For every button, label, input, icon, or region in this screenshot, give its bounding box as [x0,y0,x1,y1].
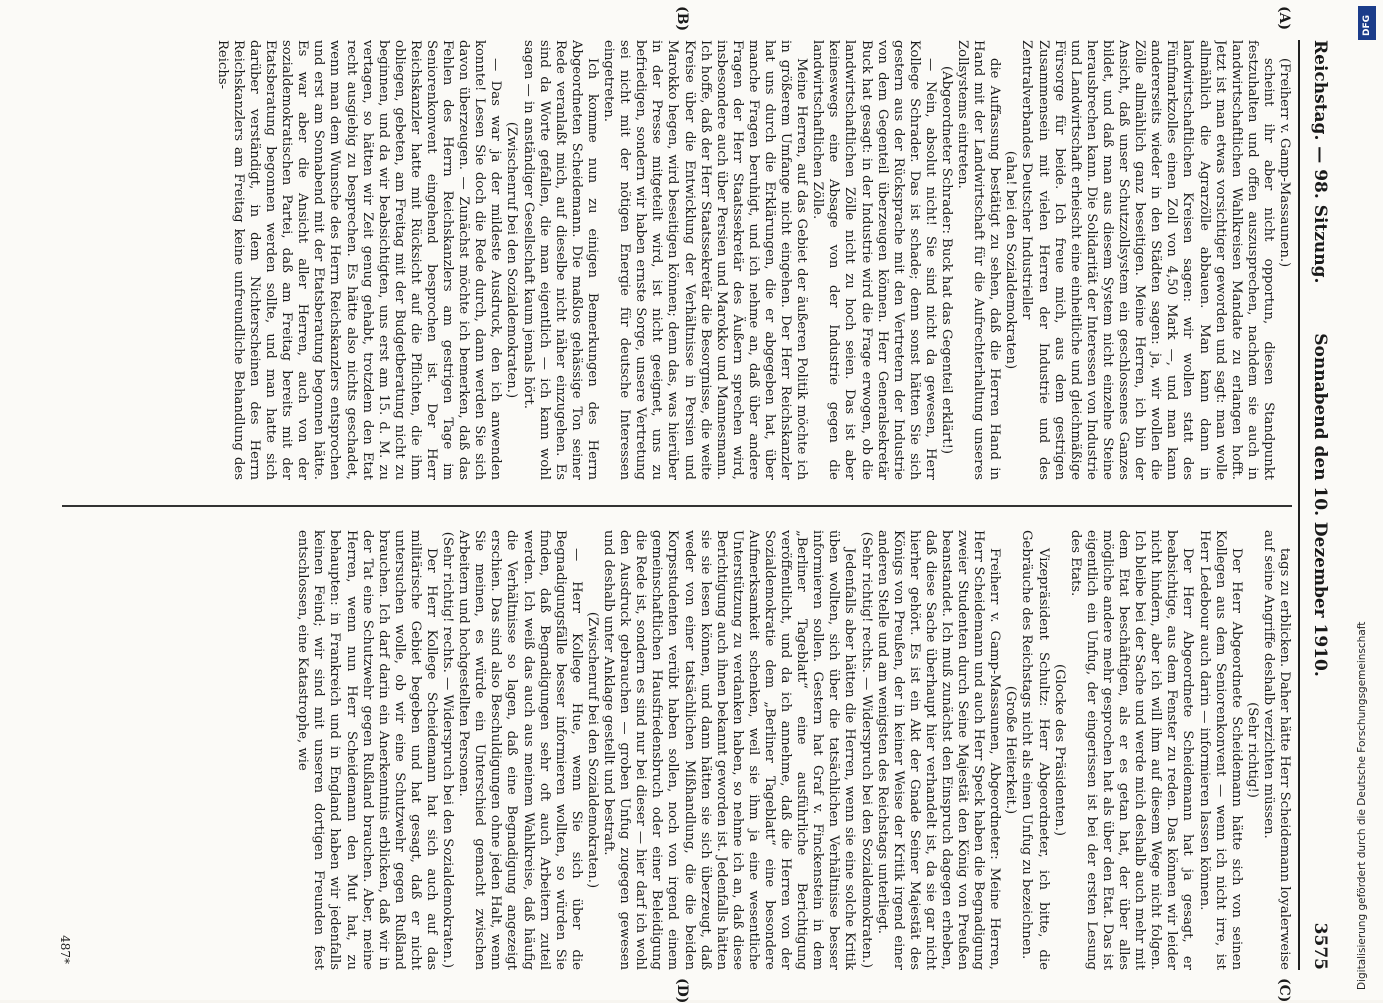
paragraph: Freiherr v. Gamp-Massaunen, Abgeordneter: Meine Herren, Herr Scheidemann und auch Herr Speck haben die Begnadigung zweier Studenten durch Seine Majestät den König von Preußen beanstandet. Ich muß zunächst den Einspruch dagegen erheben, daß diese Sache überhaupt hier verhandelt ist, da sie gar nicht hierher gehört. Es ist ein Akt der Gnade Seiner Majestät des Königs von Preußen, der in keiner Weise der Kritik irgend einer anderen Stelle und am wenigsten des Reichstags unterliegt. [874,530,1003,970]
paragraph: Der Herr Kollege Scheidemann hat sich auch auf das militärische Gebiet begeben und hat gesagt, daß er nicht untersuchen wolle, ob wir eine Schutzwehr gegen Rußland brauchen. Ich darf darin ein Anerkenntnis erblicken, daß wir in der Tat eine Schutzwehr gegen Rußland brauchen. Aber, meine Herren, wenn nun Herr Scheidemann den Mut hat, zu behaupten: in Frankreich und in England haben wir jedenfalls keinen Feind; wir sind mit unseren dortigen Freunden fest entschlossen, eine Katastrophe, wie [295,530,440,970]
margin-marker-a: (A) [1276,6,1292,31]
interjection: (Große Heiterkeit.) [1003,685,1019,815]
column-left [62,40,1292,480]
interjection: (Zwischenruf bei den Sozialdemokraten.) [504,121,520,399]
paragraph: Der Herr Abgeordnete Scheidemann hat ja gesagt, er beabsichtige, aus dem Fenster zu reden. Das können wir leider nicht hindern, aber ich will ihm auf diesem Wege nicht folgen. Ich bleibe bei der Sache und werde mich deshalb auch mehr mit dem Etat beschäftigen, als er es getan hat, der über alles mögliche andere mehr gesprochen hat als über den Etat. Das ist eigentlich ein Unfug, der eingerissen ist bei der ersten Lesung des Etats. [1067,530,1196,970]
column-right [62,530,1292,970]
margin-marker-b: (B) [674,6,690,32]
margin-marker-d: (D) [674,978,690,1003]
paragraph: Jedenfalls aber hätten die Herren, wenn sie eine solche Kritik üben wollten, sich über die tatsächlichen Verhältnisse besser informieren sollen. Gestern hat Graf v. Finckenstein in dem „Berliner Tageblatt“ eine ausführliche Berichtigung veröffentlicht, und da ich annehme, daß die Herren von der Sozialdemokratie dem „Berliner Tageblatt“ eine besondere Aufmerksamkeit schenken, weil sie ihm ja eine wesentliche Unterstützung zu verdanken haben, so nehme ich an, daß diese Berichtigung auch ihnen bekannt geworden ist. Jedenfalls hätten sie sie lesen können, und dann hätten sie sich überzeugt, daß weder von einer tatsächlichen Mißhandlung, die die beiden Korpsstudenten verübt haben sollen, noch von irgend einem gemeinschaftlichen Hausfriedensbruch oder einer Beleidigung die Rede ist, sondern es sind nur bei dieser — hier darf ich wohl den Ausdruck gebrauchen — groben Unfug zugegen gewesen und deshalb unter Anklage gestellt und bestraft. [601,530,858,970]
paragraph: — Das war ja der mildeste Ausdruck, den ich anwenden konnte! Lesen Sie doch die Rede durch, dann werden Sie sich davon überzeugen. — Zunächst möchte ich bemerken, daß das Fehlen des Herrn Reichskanzlers am gestrigen Tage im Seniorenkonvent eingehend besprochen ist. Der Herr Reichskanzler hatte mit Rücksicht auf die Pflichten, die ihm obliegen, gebeten, am Freitag mit der Budgetberatung nicht zu beginnen, und da wir beabsichtigten, uns erst am 15. d. M. zu vertagen, so hätten wir Zeit genug gehabt, trotzdem den Etat recht ausgiebig zu besprechen. Es hätte also nichts geschadet, wenn man dem Wunsche des Herrn Reichskanzlers entsprochen und erst am Sonnabend mit der Etatsberatung begonnen hätte. Es war aber die Ansicht aller Herren, auch von der sozialdemokratischen Partei, daß am Freitag bereits mit der Etatsberatung begonnen werden sollte, und man hatte sich darüber verständigt, in dem Nichterscheinen des Herrn Reichskanzlers am Freitag keine unfreundliche Behandlung des Reichs- [214,40,504,480]
paragraph: Der Herr Abgeordnete Scheidemann hätte sich von seinen Kollegen aus dem Seniorenkonvent — wenn ich nicht irre, ist Herr Ledebour auch darin — informieren lassen können. [1196,530,1244,970]
interjection: (Sehr richtig! rechts. — Widerspruch bei den Sozialdemokraten.) [440,531,456,969]
dfg-logo: DFG [1358,6,1376,40]
interjection: (aha! bei den Sozialdemokraten) [1003,150,1019,370]
signature-mark: 487* [58,935,72,964]
interjection: (Sehr richtig! rechts. — Widerspruch bei den Sozialdemokraten.) [858,531,874,969]
rotated-page [58,6,1340,1003]
interjection: (Abgeordneter Schrader: Buck hat das Gegenteil erklärt!) [939,65,955,455]
interjection: (Glocke des Präsidenten.) [1051,663,1067,837]
digitization-credit: Digitalisierung gefördert durch die Deutsche Forschungsgemeinschaft [1356,621,1368,990]
header-date: Sonnabend den 10. Dezember 1910. [1310,333,1330,677]
paragraph: scheint ihr aber nicht opportun, diesen Standpunkt festzuhalten und offen auszusprechen, nachdem sie auch in landwirtschaftlichen Wahlkreisen Mandate zu erlangen hofft. Jetzt ist man etwas vorsichtiger geworden und sagt: man wolle allmählich die Agrarzölle abbauen. Man kann dann in landwirtschaftlichen Kreisen sagen: wir wollen statt des Fünfmarkzolles einen Zoll von 4,50 Mark —, und man kann andererseits wieder in den Städten sagen: ja, wir wollen die Zölle allmählich ganz beseitigen. Meine Herren, ich bin der Ansicht, daß unser Schutzzollsystem ein geschlossenes Ganzes bildet, und daß man aus diesem System nicht einzelne Steine herausbrechen kann. Die Solidarität der Interessen von Industrie und Landwirtschaft erheischt eine einheitliche und gleichmäßige Fürsorge für beide. Ich freue mich, aus dem gestrigen Zusammensein mit vielen Herren der Industrie und des Zentralverbandes Deutscher Industrieller [1019,40,1276,480]
paragraph: — Nein, absolut nicht! Sie sind nicht da gewesen, Herr Kollege Schrader. Das ist schade; denn sonst hätten Sie sich gestern aus der Rücksprache mit den Vertretern der Industrie von dem Gegenteil überzeugen können. Herr Generalsekretär Buck hat gesagt: in der Industrie wird die Frage erwogen, ob die landwirtschaftlichen Zölle nicht zu hoch seien. Das ist aber keineswegs eine Absage von der Industrie gegen die landwirtschaftlichen Zölle. [810,40,938,480]
paragraph: tags zu erblicken. Daher hätte Herr Scheidemann loyalerweise auf seine Angriffe deshalb verzichten müssen. [1260,530,1292,970]
paragraph: Vizepräsident Schultz: Herr Abgeordneter, ich bitte, die Gebräuche des Reichstags nicht als einen Unfug zu bezeichnen. [1019,530,1051,970]
paragraph: (Freiherr v. Gamp-Massaunen.) [1277,58,1292,268]
paragraph: — Herr Kollege Hue, wenn Sie sich über die Begnadigungsfälle besser informieren wollten, so würden Sie finden, daß Begnadigungen sehr oft auch Arbeitern zuteil werden. Ich weiß das auch aus meinem Wahlkreise, daß häufig die Verhältnisse so lagen, daß eine Begnadigung angezeigt erschien. Das sind also Beschuldigungen ohne jeden Halt, wenn Sie meinen, es würde ein Unterschied gemacht zwischen Arbeitern und hochgestellten Personen. [456,530,584,970]
text-columns [62,40,1292,970]
paragraph: Ich komme nun zu einigen Bemerkungen des Herrn Abgeordneten Scheidemann. Die maßlos gehässige Ton seiner Rede veranlaßt mich, auf dieselbe nicht näher einzugehen. Es sind da Worte gefallen, die man eigentlich — ich kann wohl sagen — in anständiger Gesellschaft kaum jemals hört. [520,40,600,480]
page-number: 3575 [1310,922,1330,970]
column-divider [62,505,1292,507]
margin-marker-c: (C) [1276,978,1292,1003]
paragraph: Meine Herren, auf das Gebiet der äußeren Politik möchte ich in größerem Umfange nicht eingehen. Der Herr Reichskanzler hat uns durch die Erklärungen, die er abgegeben hat, über manche Fragen beruhigt, und ich nehme an, daß über andere Fragen der Herr Staatssekretär des Äußern sprechen wird, insbesondere auch über Persien und Marokko und Mannesmann. Ich hoffe, daß der Herr Staatssekretär die Besorgnisse, die weite Kreise über die Entwicklung der Verhältnisse in Persien und Marokko hegen, wird beseitigen können; denn das, was hierüber in der Presse mitgeteilt wird, ist nicht geeignet, uns zu befriedigen, sondern wir haben ernste Sorge, unsere Vertretung sei nicht mit der nötigen Energie für deutsche Interessen eingetreten. [601,40,810,480]
interjection: (Zwischenruf bei den Sozialdemokraten.) [584,611,600,889]
page-header [1298,40,1340,970]
interjection: (Sehr richtig!) [1244,702,1260,798]
paragraph: die Auffassung bestätigt zu sehen, daß die Herren Hand in Hand mit der Landwirtschaft für die Aufrechterhaltung unseres Zollsystems eintreten. [955,40,1003,480]
header-left: Reichstag. — 98. Sitzung. [1310,40,1330,284]
